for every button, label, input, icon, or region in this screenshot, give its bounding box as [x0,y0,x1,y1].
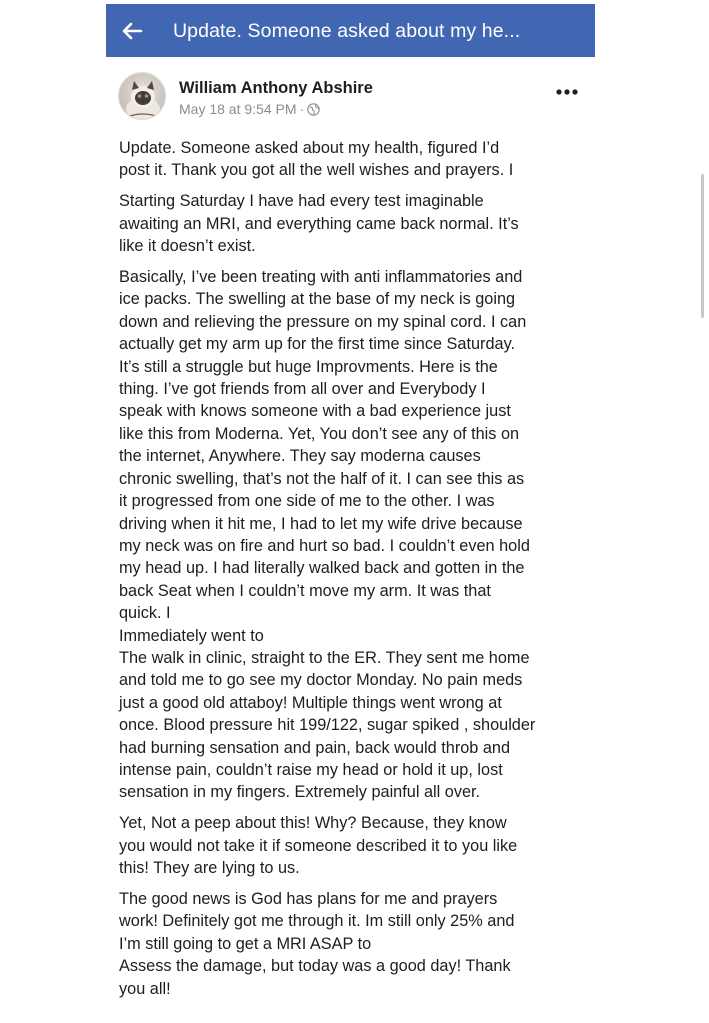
post-timestamp[interactable]: May 18 at 9:54 PM [179,101,297,117]
text-line: post it. Thank you got all the well wishes and prayers. I [119,161,514,180]
meta-separator: · [299,101,305,117]
text-line: chronic swelling, that’s not the half of it. I can see this as [119,469,525,488]
post-meta [179,101,320,117]
text-line: once. Blood pressure hit 199/122, sugar spiked , shoulder [119,716,536,735]
text-line: sensation in my fingers. Extremely painful all over. [119,783,481,802]
post-paragraph [119,190,589,257]
post-paragraph [119,266,589,804]
text-line: actually get my arm up for the first time since Saturday. [119,335,516,354]
post-paragraph [119,812,589,879]
scrollbar[interactable] [701,174,704,318]
nav-title: Update. Someone asked about my he... [173,20,521,42]
text-line: driving when it hit me, I had to let my wife drive because [119,514,523,533]
post-paragraph [119,137,589,182]
avatar[interactable] [118,72,166,120]
text-line: awaiting an MRI, and everything came back normal. It’s [119,214,519,233]
text-line: work! Definitely got me through it. Im still only 25% and [119,912,515,931]
text-line: intense pain, couldn’t raise my head or hold it up, lost [119,760,503,779]
text-line: down and relieving the pressure on my spinal cord. I can [119,312,527,331]
text-line: It’s still a struggle but huge Improvments. Here is the [119,357,498,376]
text-line: just a good old attaboy! Multiple things went wrong at [119,693,502,712]
text-line: Starting Saturday I have had every test imaginable [119,192,484,211]
text-line: speak with knows someone with a bad experience just [119,402,511,421]
text-line: The good news is God has plans for me and prayers [119,890,498,908]
text-line: it progressed from one side of me to the other. I was [119,492,495,511]
author-name[interactable]: William Anthony Abshire [179,79,373,97]
text-line: the internet, Anywhere. They say moderna causes [119,447,481,466]
text-line: back Seat when I couldn’t move my arm. It was that [119,581,491,600]
post-body [119,137,589,1009]
text-line: Assess the damage, but today was a good day! Thank [119,957,511,976]
text-line: had burning sensation and pain, back would throb and [119,738,511,757]
text-line: Update. Someone asked about my health, figured I’d [119,139,500,157]
text-line: my neck was on fire and hurt so bad. I couldn’t even hold [119,536,530,555]
text-line: The walk in clinic, straight to the ER. They sent me home [119,648,530,667]
globe-icon [307,103,320,116]
text-line: ice packs. The swelling at the base of my neck is going [119,290,516,309]
text-line: and told me to go see my doctor Monday. No pain meds [119,671,523,690]
more-horizontal-icon[interactable] [555,82,579,102]
text-line: Basically, I’ve been treating with anti inflammatories and [119,268,523,287]
text-line: you would not take it if someone described it to you like [119,836,518,855]
text-line: thing. I’ve got friends from all over and Everybody I [119,380,486,399]
arrow-left-icon[interactable] [120,19,144,43]
text-line: Immediately went to [119,626,264,645]
text-line: I’m still going to get a MRI ASAP to [119,934,372,953]
text-line: you all! [119,979,171,998]
post-header [118,72,584,122]
text-line: quick. I [119,604,171,623]
text-line: my head up. I had literally walked back and gotten in the [119,559,525,578]
text-line: Yet, Not a peep about this! Why? Because, they know [119,814,507,833]
text-line: like it doesn’t exist. [119,237,256,256]
post-paragraph [119,888,589,1000]
top-nav-bar [106,4,595,57]
text-line: like this from Moderna. Yet, You don’t see any of this on [119,424,520,443]
text-line: this! They are lying to us. [119,859,300,878]
